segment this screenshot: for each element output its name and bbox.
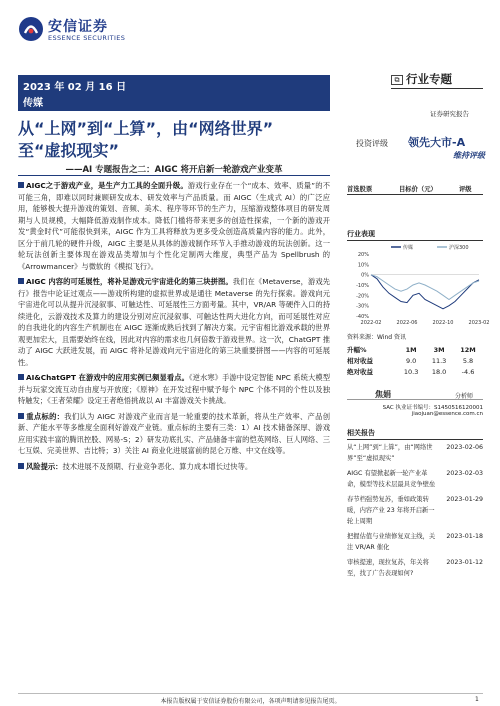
divider <box>391 88 483 89</box>
col-target-price: 目标价（元） <box>399 186 437 193</box>
y-tick-label: -30% <box>356 303 369 310</box>
analyst-certificate: SAC 执业证书编号：S1450516120001 <box>382 405 483 411</box>
related-report-title: 从“上网”到“上算”，由“网络世界”至“虚拟现实” <box>347 444 433 462</box>
chart-source: 资料来源：Wind 资讯 <box>347 334 406 341</box>
report-title-line2: 至“虚拟现实” <box>18 141 120 160</box>
legend-label: 传媒 <box>403 245 414 251</box>
divider <box>347 399 483 400</box>
table-cell: 10.3 <box>403 367 419 376</box>
date-band <box>18 75 330 111</box>
paragraph-lead: AIGC之于游戏产业，是生产力工具的全面升级。 <box>26 181 188 190</box>
divider <box>347 194 483 195</box>
related-reports-list <box>347 442 483 583</box>
rating-value: 领先大市-A <box>408 136 466 149</box>
table-row <box>347 355 483 366</box>
analyst-name: 焦娟 <box>375 390 391 399</box>
list-item[interactable] <box>347 557 483 579</box>
report-date: 2023 年 02 月 16 日 <box>23 82 127 93</box>
analyst-role: 分析师 <box>455 393 474 400</box>
paragraph-targets <box>18 411 330 457</box>
table-header-row <box>347 344 483 355</box>
related-report-title: 审核提速，现拉复苏，年关将至，找了广告表现如何? <box>347 559 429 577</box>
industry-label: 行业专题 <box>406 72 452 86</box>
industry-performance-chart <box>347 242 490 328</box>
paragraph-metaverse <box>18 276 330 368</box>
paragraph-risks <box>18 461 330 473</box>
bullet-square-icon <box>18 278 24 284</box>
list-item[interactable] <box>347 468 483 490</box>
col-stock: 首选股票 <box>347 186 373 193</box>
chart-title: 行业表现 <box>347 230 375 238</box>
related-report-date: 2023-01-18 <box>446 533 483 540</box>
related-report-title: AIGC 有望掀起新一轮产业革命，模型等技术层最具竞争壁垒 <box>347 470 436 488</box>
report-title-line1: 从“上网”到“上算”，由“网络世界” <box>18 119 274 138</box>
x-tick-label: 2022-06 <box>396 320 418 326</box>
y-tick-label: 0% <box>361 272 369 279</box>
list-item[interactable] <box>347 531 483 553</box>
paragraph-text: 我们在《Metaverse，游戏先行》报告中论证过观点——游戏所构建的虚拟世界或是通往 Metaverse 的先行探索。游戏向元宇宙进化可以从提升沉浸叙事、可触达性、可延展性三方面考量。其中，VR/AR 等硬件入口的持续进化，云游戏技术及算力的建设分别对应沉浸叙事、可触达性两大进化方向，而可延展性对应的自我进化的内容生产机制也在 AIGC 逐渐成熟后找到了解决方案。元宇宙相比游戏承载的世界观更加宏大，且需要始终在线，因此对内容的需求也几何倍数于游戏世界。这一次，ChatGPT 推动了 AIGC 大跃进发展，而 AIGC 将补足游戏向元宇宙进化的第三块重要拼图——内容的可延展性。 <box>18 277 330 367</box>
y-tick-label: -20% <box>356 293 369 300</box>
y-tick-label: 10% <box>357 262 369 269</box>
related-report-title: 春节档强势复苏，垂如政策转暖，内容产业 23 年将开启新一轮上周期 <box>347 496 435 525</box>
divider <box>347 240 483 241</box>
page-number: 1 <box>475 696 479 703</box>
table-header-cell: 1M <box>405 345 417 354</box>
table-cell: 5.8 <box>462 356 474 365</box>
paragraph-summary <box>18 180 330 272</box>
divider <box>18 175 330 176</box>
related-report-date: 2023-02-06 <box>446 444 483 451</box>
col-rating: 评级 <box>459 186 472 193</box>
list-item[interactable] <box>347 442 483 464</box>
table-cell: 相对收益 <box>347 357 373 365</box>
paragraph-lead: 风险提示： <box>26 461 63 471</box>
list-item[interactable] <box>347 494 483 527</box>
industry-category: 传媒 <box>23 98 43 109</box>
table-header-cell: 升幅% <box>347 346 367 354</box>
related-report-date: 2023-01-12 <box>446 559 483 566</box>
paragraph-text: 游戏行业存在一个“成本、效率、质量”的不可能三角，即难以同时兼顾研发成本、研发效率与产品质量。而 AIGC（生成式 AI）的广泛应用，能够极大提升游戏的策划、音频、美术、程序等环节的生产力，压缩游戏整体项目的研发周期与人员规模，大幅降低游戏制作成本。降低门槛将带来更多的创造性探索，一个新的游戏开发“黄金时代”可能很快到来，AIGC 作为工具将释放为更多受众创造高质量内容的能力。此外，区分于前几轮的硬件升级，AIGC 主要是从具体的游戏制作环节入手推动游戏的玩法创新。这一轮玩法创新主要体现在游戏品类增加与个性化定制两大维度，典型产品为 Spellbrush 的《Arrowmancer》与微软的《模拟飞行》。 <box>18 181 330 271</box>
related-report-date: 2023-02-03 <box>446 470 483 477</box>
footer-disclaimer: 本报告版权属于安信证券股份有限公司，各项声明请参见报告尾页。 <box>160 698 341 705</box>
table-cell: 11.3 <box>431 356 447 365</box>
paragraph-cases <box>18 372 330 407</box>
table-cell: 绝对收益 <box>347 368 373 376</box>
divider <box>18 693 483 694</box>
y-tick-label: 20% <box>357 252 369 258</box>
report-subtitle: ——AI 专题报告之二：AIGC 将开启新一轮游戏产业变革 <box>65 165 283 175</box>
paragraph-text: 技术进展不及预期、行业竞争恶化、算力成本增长过快等。 <box>62 461 253 471</box>
industry-icon: ⧉ <box>391 75 403 85</box>
table-header-cell: 12M <box>460 345 476 354</box>
bullet-square-icon <box>18 463 24 469</box>
table-cell: 9.0 <box>405 356 417 365</box>
company-logo <box>18 14 188 48</box>
bullet-square-icon <box>18 182 24 188</box>
report-type: 证券研究报告 <box>430 110 469 118</box>
report-body <box>18 180 330 476</box>
divider <box>347 439 483 440</box>
bullet-square-icon <box>18 374 24 380</box>
paragraph-lead: 重点标的： <box>26 411 65 421</box>
logo-en-text: ESSENCE SECURITIES <box>48 34 126 42</box>
y-tick-label: -40% <box>356 314 369 320</box>
paragraph-text: 我们认为 AIGC 对游戏产业而言是一轮重要的技术革新，将从生产效率、产品创新、产能水平等多维度全面利好游戏产业链。重点标的主要有三类：1）AI 技术储备深厚、游戏应用实践丰富的腾讯控股、网易-S；2）研发功底扎实、产品储备丰富的恺英网络、巨人网络、三七互娱、完美世界、吉比特；3）关注 AI 商业化进展富前的昆仑万维、中文在线等。 <box>18 411 331 455</box>
x-tick-label: 2023-02 <box>468 320 490 326</box>
paragraph-text: 《逆水寒》手游中设定智能 NPC 系统大模型并与玩家交流互动自由度与开放度；《原神》在开发过程中赋予每个 NPC 个体不同的个性以及独特触发；《王者荣耀》设定王者绝悟挑战以 AI 丰富游戏关卡挑战。 <box>18 373 330 405</box>
x-tick-label: 2022-10 <box>432 320 454 326</box>
x-tick-label: 2022-02 <box>360 320 382 326</box>
legend-label: 沪深300 <box>449 245 469 251</box>
table-cell: 18.0 <box>431 367 447 376</box>
series-line-2 <box>371 275 479 300</box>
related-report-date: 2023-01-29 <box>446 496 483 503</box>
paragraph-lead: AI&ChatGPT 在游戏中的应用实例已频显看点。 <box>26 373 189 382</box>
performance-table <box>347 344 483 377</box>
rating-label: 投资评级 <box>356 139 388 148</box>
bullet-square-icon <box>18 413 24 419</box>
rating-status: 维持评级 <box>453 151 485 160</box>
related-report-title: 把握估值与业绩修复双主线，关注 VR/AR 催化 <box>347 533 436 551</box>
related-reports-title: 相关报告 <box>347 429 375 437</box>
logo-mark-icon <box>18 16 44 42</box>
paragraph-lead: AIGC 内容的可延展性，将补足游戏元宇宙进化的第三块拼图。 <box>26 277 233 286</box>
series-line-1 <box>371 275 479 309</box>
logo-cn-text: 安信证券 <box>48 19 108 35</box>
table-header-cell: 3M <box>433 345 445 354</box>
table-cell: -4.6 <box>461 367 475 376</box>
y-tick-label: -10% <box>356 283 369 289</box>
analyst-email[interactable]: jiaojuan@essence.com.cn <box>411 411 483 417</box>
table-row <box>347 366 483 377</box>
